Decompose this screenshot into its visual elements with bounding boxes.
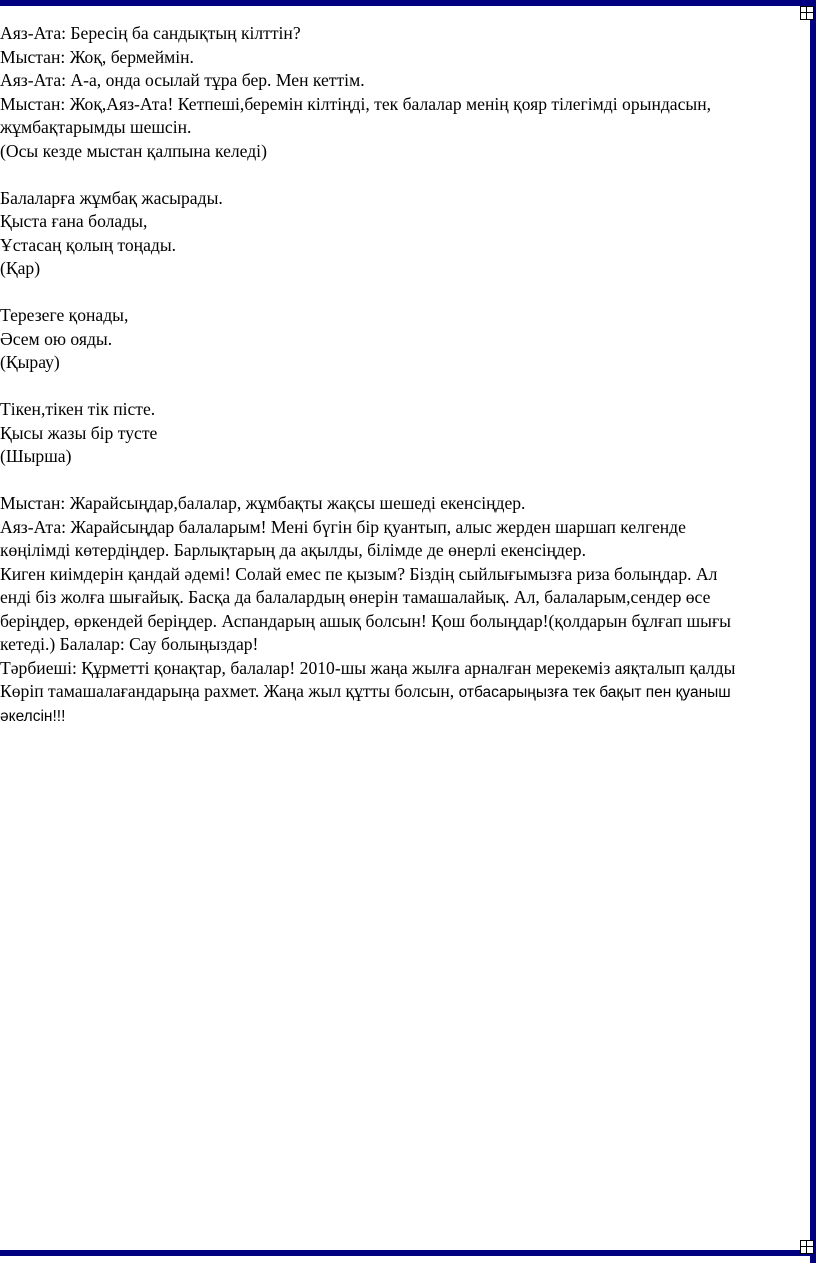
text-run-sans: отбасарыңызға тек бақыт пен қуаныш (458, 684, 731, 701)
table-move-handle-icon[interactable] (800, 6, 814, 20)
text-line: (Қырау) (0, 352, 60, 372)
blank-line (0, 469, 800, 493)
blank-line (0, 281, 800, 305)
text-line (0, 704, 800, 728)
page-border-bottom (0, 1250, 816, 1256)
text-line: Аяз-Ата: А-а, онда осылай тұра бер. Мен кеттім. (0, 70, 365, 90)
text-line: Әсем ою ояды. (0, 328, 113, 349)
text-line: Мыстан: Жоқ,Аяз-Ата! Кетпеші,беремін кілтіңді, тек балалар менің қояр тілегімді орындасын, (0, 93, 712, 114)
text-line: Мыстан: Жоқ, бермеймін. (0, 46, 194, 67)
text-line: көңілімді көтердіңдер. Барлықтарың да ақылды, білімде де өнерлі екенсіңдер. (0, 540, 586, 560)
page-border-top (0, 0, 816, 6)
text-line: жұмбақтарымды шешсін. (0, 117, 192, 137)
text-line: беріңдер, өркендей беріңдер. Аспандарың ашық болсын! Қош болыңдар!(қолдарын бұлғап шығы (0, 610, 732, 631)
text-line: Аяз-Ата: Бересің ба сандықтың кілттін? (0, 23, 301, 43)
text-line: кетеді.) Балалар: Сау болыңыздар! (0, 634, 259, 654)
text-line (0, 680, 800, 704)
text-line: Тікен,тікен тік пісте. (0, 399, 156, 419)
text-line: Киген киімдерін қандай әдемі! Солай емес пе қызым? Біздің сыйлығымызға риза болыңдар. Ал (0, 563, 718, 584)
text-line: Терезеге қонады, (0, 305, 129, 325)
text-run-sans: әкелсін!!! (0, 707, 66, 725)
text-run: Көріп тамашалағандарыңа рахмет. Жаңа жыл құтты болсын, (0, 681, 459, 701)
blank-line (0, 375, 800, 399)
text-line: Қысы жазы бір тусте (0, 422, 158, 443)
text-line: Тәрбиеші: Құрметті қонақтар, балалар! 2010-шы жаңа жылға арналған мерекеміз аяқталып қалды (0, 657, 736, 678)
blank-line (0, 163, 800, 187)
text-line: Балаларға жұмбақ жасырады. (0, 187, 223, 208)
text-line: енді біз жолға шығайық. Басқа да балалардың өнерін тамашалайық. Ал, балаларым,сендер өсе (0, 587, 711, 607)
text-line: (Осы кезде мыстан қалпына келеді) (0, 140, 267, 161)
table-resize-handle-icon[interactable] (800, 1240, 814, 1254)
text-line: Аяз-Ата: Жарайсыңдар балаларым! Мені бүгін бір қуантып, алыс жерден шаршап келгенде (0, 516, 686, 537)
page-border-right (810, 0, 816, 1263)
document-body (0, 22, 800, 727)
text-line: Мыстан: Жарайсыңдар,балалар, жұмбақты жақсы шешеді екенсіңдер. (0, 493, 526, 513)
text-line: Ұстасаң қолың тоңады. (0, 234, 177, 255)
text-line: (Қар) (0, 258, 41, 278)
text-line: Қыста ғана болады, (0, 211, 148, 231)
text-line: (Шырша) (0, 446, 72, 466)
